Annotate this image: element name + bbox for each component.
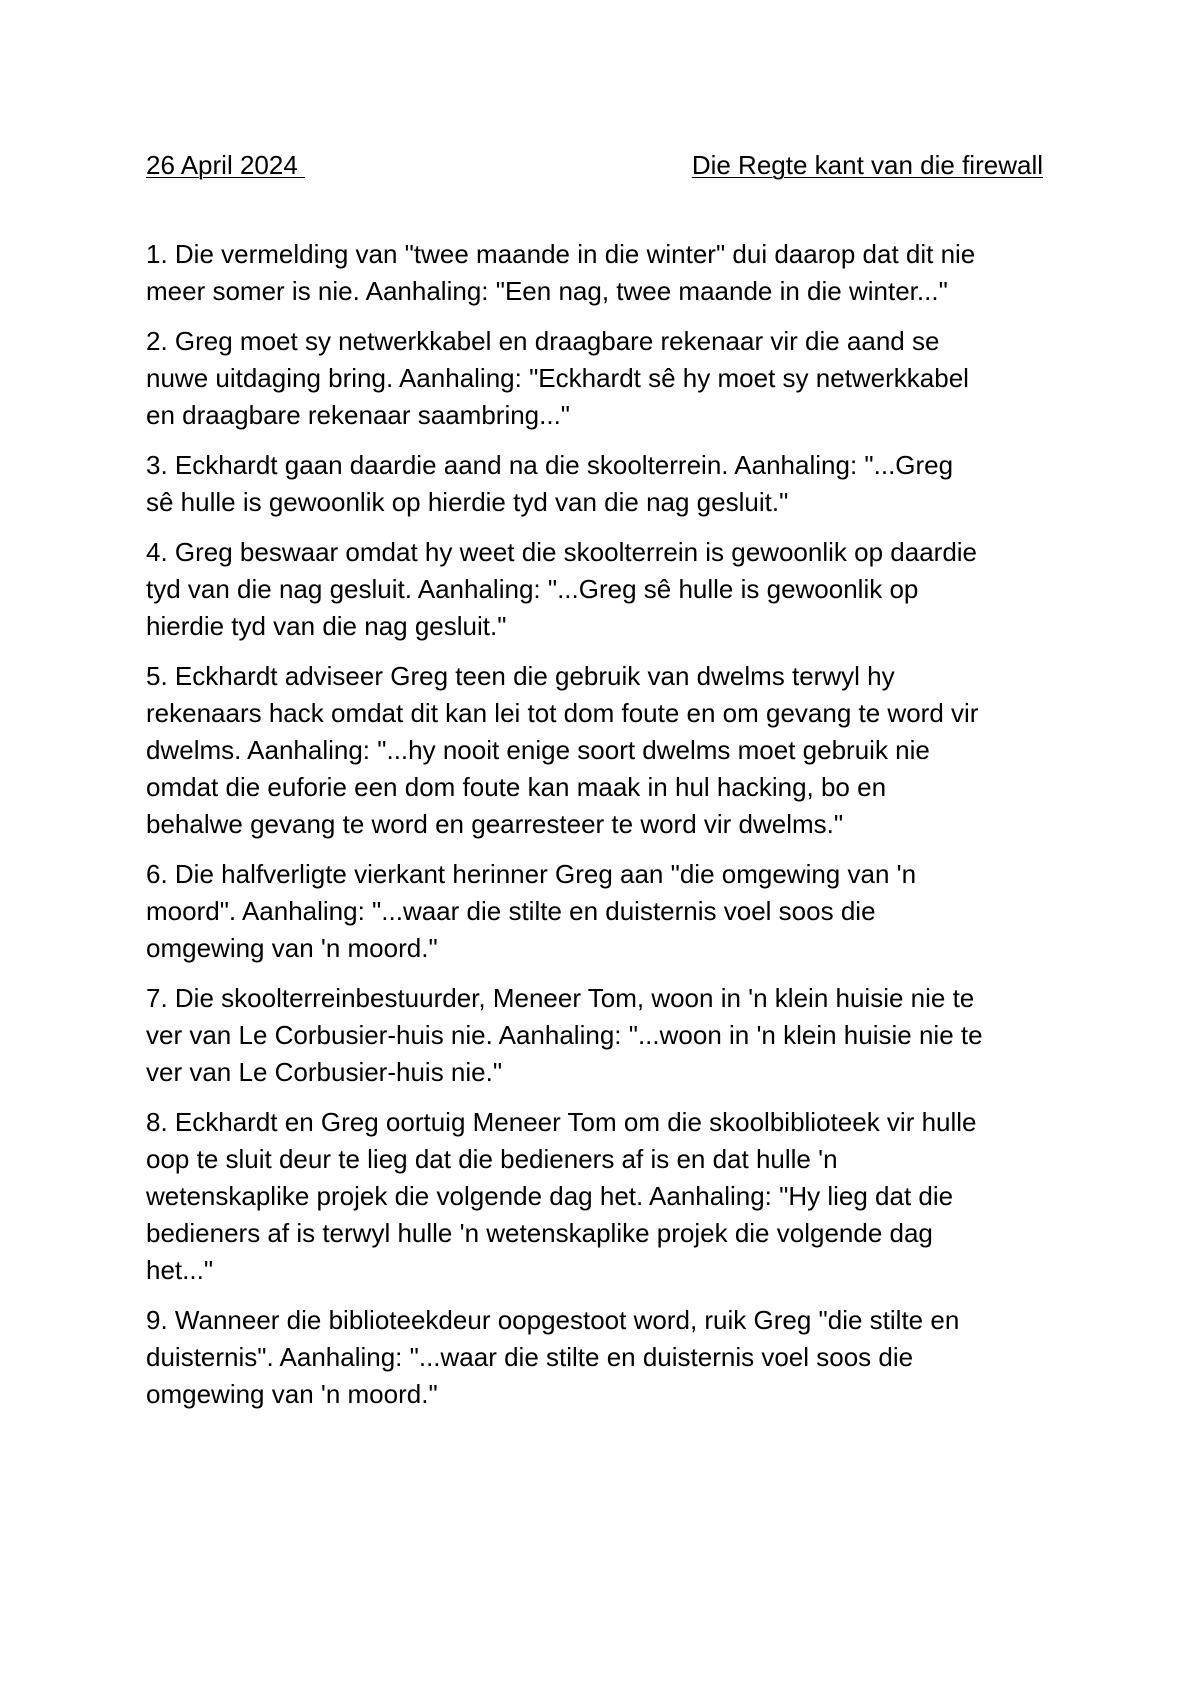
- answer-item-8: 8. Eckhardt en Greg oortuig Meneer Tom om die skoolbiblioteek vir hulle oop te sluit deur te lieg dat die bedieners af is en dat hulle 'n wetenskaplike projek die volgende dag het. Aanhaling: "Hy lieg dat die bedieners af is terwyl hulle 'n wetenskaplike projek die volgende dag het...": [146, 1107, 977, 1285]
- answer-item-6: 6. Die halfverligte vierkant herinner Greg aan "die omgewing van 'n moord". Aanhaling: "...waar die stilte en duisternis voel soos die omgewing van 'n moord.": [146, 859, 917, 963]
- header-date: 26 April 2024: [146, 150, 306, 180]
- answer-item-1: 1. Die vermelding van "twee maande in die winter" dui daarop dat dit nie meer somer is nie. Aanhaling: "Een nag, twee maande in die winter...": [146, 239, 976, 306]
- answer-item-2: 2. Greg moet sy netwerkkabel en draagbare rekenaar vir die aand se nuwe uitdaging bring. Aanhaling: "Eckhardt sê hy moet sy netwerkkabel en draagbare rekenaar saambring...": [146, 326, 969, 430]
- document-header: [146, 148, 1043, 182]
- answer-item-3: 3. Eckhardt gaan daardie aand na die skoolterrein. Aanhaling: "...Greg sê hulle is gewoonlik op hierdie tyd van die nag gesluit.": [146, 450, 954, 517]
- answer-item-9: 9. Wanneer die biblioteekdeur oopgestoot word, ruik Greg "die stilte en duisternis". Aanhaling: "...waar die stilte en duisternis voel soos die omgewing van 'n moord.": [146, 1305, 960, 1409]
- answer-list: [146, 236, 1066, 1426]
- answer-item-4: 4. Greg beswaar omdat hy weet die skoolterrein is gewoonlik op daardie tyd van die nag gesluit. Aanhaling: "...Greg sê hulle is gewoonlik op hierdie tyd van die nag gesluit.": [146, 537, 978, 641]
- answer-item-5: 5. Eckhardt adviseer Greg teen die gebruik van dwelms terwyl hy rekenaars hack omdat dit kan lei tot dom foute en om gevang te word vir dwelms. Aanhaling: "...hy nooit enige soort dwelms moet gebruik nie omdat die euforie een dom foute kan maak in hul hacking, bo en behalwe gevang te word en gearresteer te word vir dwelms.": [146, 661, 979, 839]
- answer-item-7: 7. Die skoolterreinbestuurder, Meneer Tom, woon in 'n klein huisie nie te ver van Le Corbusier-huis nie. Aanhaling: "...woon in 'n klein huisie nie te ver van Le Corbusier-huis nie.": [146, 983, 983, 1087]
- header-title: Die Regte kant van die firewall: [691, 150, 1043, 180]
